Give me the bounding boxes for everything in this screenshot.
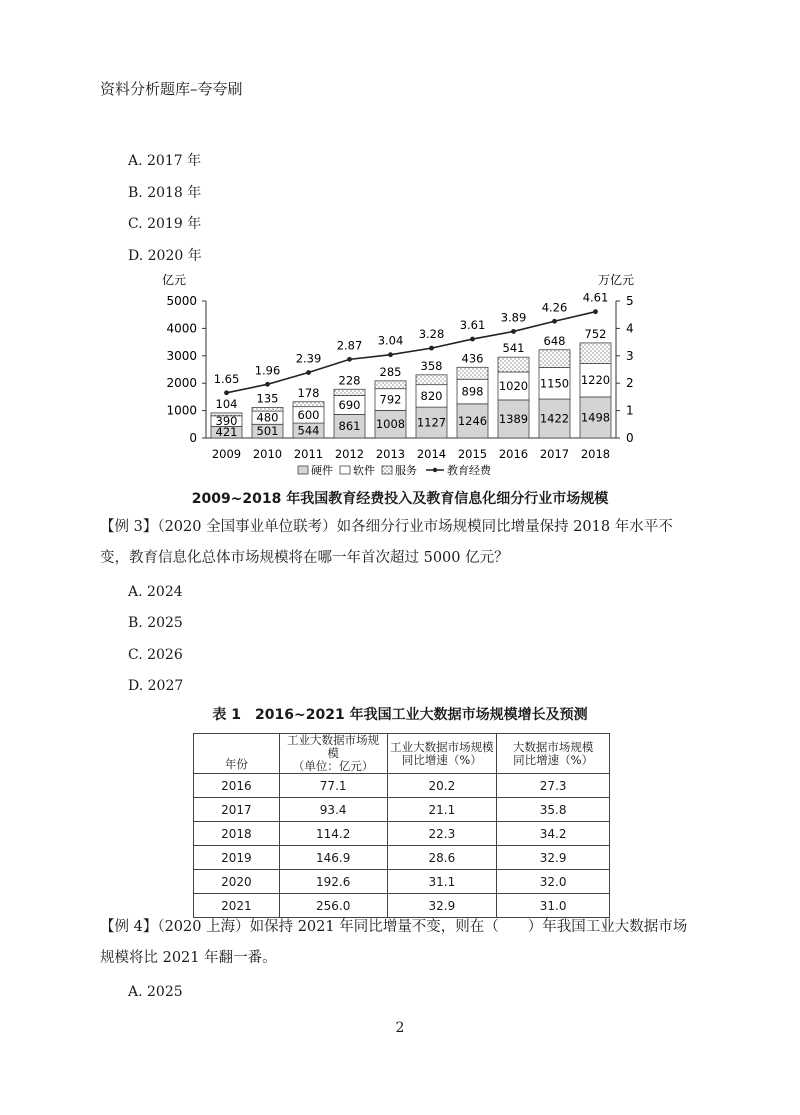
funding-point [388,352,393,357]
x-tick-label: 2014 [416,447,447,461]
data-label-software: 1150 [539,376,570,391]
header-year: 年份 [194,734,280,774]
data-label-funding: 4.61 [582,290,609,305]
funding-point [593,309,598,314]
data-label-hardware: 1422 [539,411,570,426]
cell-year: 2020 [194,870,280,894]
cell-bigdata-growth: 32.0 [497,870,610,894]
table-row [194,822,610,846]
left-tick-label: 3000 [166,348,197,363]
chart-title: 2009~2018 年我国教育经费投入及教育信息化细分行业市场规模 [191,491,609,507]
data-label-service: 135 [256,391,279,406]
x-tick-label: 2009 [211,447,242,461]
chart-legend [298,463,492,477]
bar-service [416,375,447,385]
left-tick-label: 0 [189,431,197,445]
prev-option-d: D. 2020 年 [128,248,202,264]
header-bigdata-growth: 大数据市场规模 同比增速（%） [497,734,610,774]
legend-swatch-software [340,466,350,474]
data-label-funding: 3.28 [418,327,445,342]
x-tick-label: 2016 [498,447,529,461]
data-label-hardware: 1127 [416,415,447,430]
funding-point [224,390,229,395]
cell-industrial-growth: 21.1 [387,798,497,822]
example3-option-a: A. 2024 [128,584,183,600]
data-label-service: 541 [502,341,525,356]
table-title: 表 1 2016~2021 年我国工业大数据市场规模增长及预测 [212,707,588,723]
left-axis-unit: 亿元 [162,273,187,287]
data-label-service: 104 [215,396,238,411]
x-tick-label: 2015 [457,447,488,461]
data-label-funding: 2.39 [295,351,322,366]
data-label-funding: 1.96 [254,363,281,378]
data-label-hardware: 544 [297,423,320,438]
data-label-software: 820 [420,388,443,403]
funding-point [306,370,311,375]
table-row [194,846,610,870]
legend-swatch-hardware [298,466,308,474]
cell-market-size: 192.6 [279,870,387,894]
cell-year: 2018 [194,822,280,846]
document-header: 资料分析题库–夸夸刷 [100,80,243,98]
cell-year: 2017 [194,798,280,822]
data-label-software: 390 [215,414,238,429]
funding-point [347,357,352,362]
legend-swatch-service [382,466,392,474]
data-label-hardware: 1389 [498,411,529,426]
funding-point [470,337,475,342]
x-tick-label: 2013 [375,447,406,461]
legend-software: 软件 [353,464,375,477]
prev-option-c: C. 2019 年 [128,216,202,232]
left-tick-label: 2000 [166,376,197,391]
data-label-software: 480 [256,410,279,425]
example3-option-d: D. 2027 [128,678,184,694]
example4-option-a: A. 2025 [128,984,183,1000]
x-tick-label: 2018 [580,447,611,461]
right-axis-unit: 万亿元 [598,273,635,287]
data-label-software: 690 [338,397,361,412]
left-tick-label: 1000 [166,403,197,418]
legend-line-marker [433,468,437,472]
x-tick-label: 2011 [293,447,324,461]
data-label-software: 1220 [580,373,611,388]
data-label-hardware: 1008 [375,417,406,432]
data-label-service: 358 [420,358,443,373]
cell-industrial-growth: 22.3 [387,822,497,846]
big-data-table [193,733,610,918]
x-tick-label: 2012 [334,447,365,461]
funding-point [265,382,270,387]
page-number: 2 [395,1020,405,1036]
data-label-service: 436 [461,351,484,366]
education-chart [150,270,650,485]
funding-point [511,329,516,334]
example4-question: 【例 4】（2020 上海）如保持 2021 年同比增量不变，则在（ ）年我国工业大数据市场规模将比 2021 年翻一番。 [100,919,688,966]
cell-year: 2021 [194,894,280,918]
bar-service [539,350,570,368]
bar-service [293,402,324,407]
prev-option-a: A. 2017 年 [128,153,202,169]
right-tick-label: 2 [626,376,634,391]
data-label-funding: 4.26 [541,300,568,315]
example3-option-b: B. 2025 [128,615,183,631]
x-tick-label: 2010 [252,447,283,461]
data-label-hardware: 421 [215,425,238,440]
bar-service [375,381,406,389]
left-tick-label: 4000 [166,321,197,336]
cell-bigdata-growth: 35.8 [497,798,610,822]
legend-service: 服务 [395,464,417,477]
cell-market-size: 256.0 [279,894,387,918]
data-label-hardware: 501 [256,424,279,439]
x-tick-label: 2017 [539,447,570,461]
data-label-service: 285 [379,364,402,379]
cell-market-size: 146.9 [279,846,387,870]
data-label-hardware: 1498 [580,410,611,425]
data-label-funding: 3.61 [459,318,486,333]
bar-service [498,357,529,372]
data-label-funding: 3.04 [377,333,404,348]
funding-point [552,319,557,324]
cell-bigdata-growth: 31.0 [497,894,610,918]
data-label-software: 792 [379,392,402,407]
right-tick-label: 3 [626,348,634,363]
legend-hardware: 硬件 [311,464,333,477]
cell-bigdata-growth: 32.9 [497,846,610,870]
cell-market-size: 77.1 [279,774,387,798]
bar-service [334,389,365,395]
right-tick-label: 5 [626,294,634,308]
left-tick-label: 5000 [166,294,197,308]
cell-bigdata-growth: 27.3 [497,774,610,798]
header-market-size: 工业大数据市场规模 （单位：亿元） [279,734,387,774]
cell-industrial-growth: 28.6 [387,846,497,870]
table-header-row [194,734,610,774]
example3-option-c: C. 2026 [128,647,183,663]
cell-year: 2016 [194,774,280,798]
data-label-software: 600 [297,407,320,422]
funding-point [429,346,434,351]
bar-service [580,343,611,364]
right-tick-label: 4 [626,321,634,336]
table-row [194,774,610,798]
data-label-service: 648 [543,333,566,348]
data-label-hardware: 861 [338,419,361,434]
table-row [194,798,610,822]
data-label-software: 1020 [498,378,529,393]
bar-service [457,367,488,379]
legend-funding: 教育经费 [447,464,491,477]
data-label-software: 898 [461,384,484,399]
data-label-funding: 2.87 [336,338,363,353]
cell-market-size: 93.4 [279,798,387,822]
cell-industrial-growth: 31.1 [387,870,497,894]
cell-market-size: 114.2 [279,822,387,846]
cell-industrial-growth: 32.9 [387,894,497,918]
cell-industrial-growth: 20.2 [387,774,497,798]
data-label-funding: 1.65 [213,371,240,386]
data-label-funding: 3.89 [500,310,527,325]
data-label-service: 752 [584,326,607,341]
right-tick-label: 0 [626,431,634,445]
data-label-service: 228 [338,373,361,388]
data-label-hardware: 1246 [457,413,488,428]
right-tick-label: 1 [626,403,634,418]
prev-option-b: B. 2018 年 [128,185,202,201]
data-label-service: 178 [297,385,320,400]
cell-year: 2019 [194,846,280,870]
example3-question: 【例 3】（2020 全国事业单位联考）如各细分行业市场规模同比增量保持 2018 年水平不变，教育信息化总体市场规模将在哪一年首次超过 5000 亿元？ [100,519,673,566]
header-industrial-growth: 工业大数据市场规模 同比增速（%） [387,734,497,774]
table-row [194,870,610,894]
cell-bigdata-growth: 34.2 [497,822,610,846]
